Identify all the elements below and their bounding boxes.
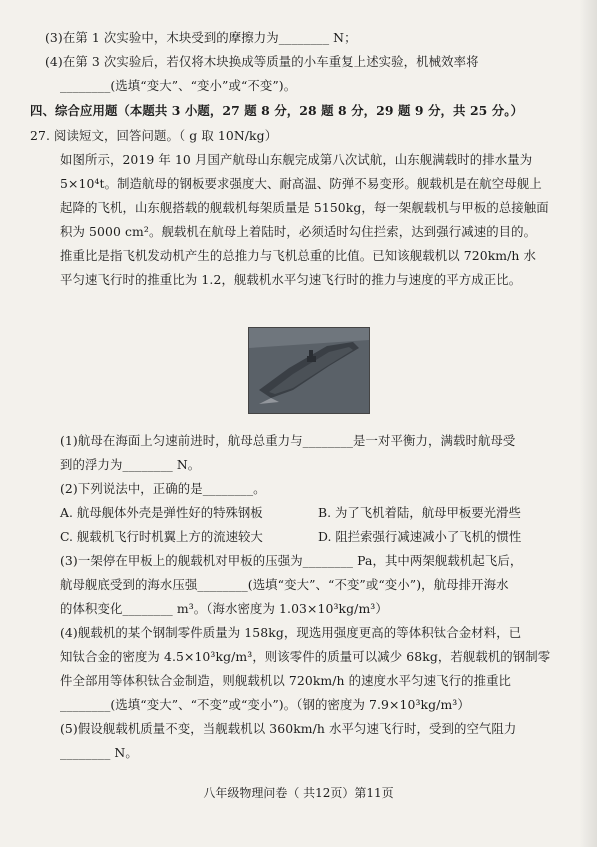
page-footer: 八年级物理问卷（ 共12页）第11页 xyxy=(203,786,394,800)
q4-ratio-line: 件全部用等体积钛合金制造，则舰载机以 720km/h 的速度水平匀速飞行的推重比 xyxy=(60,673,512,688)
section-four-heading: 四、综合应用题（本题共 3 小题，27 题 8 分，28 题 8 分，29 题 9 分，共 25 分。） xyxy=(30,103,524,118)
q3-pressure-line: (3)一架停在甲板上的舰载机对甲板的压强为________ Pa，其中两架舰载机起飞后， xyxy=(60,553,523,568)
q5-resistance-line: (5)假设舰载机质量不变，当舰载机以 360km/h 水平匀速飞行时，受到的空气阻力 xyxy=(60,721,517,736)
passage-line-5: 推重比是指飞机发动机产生的总推力与飞机总重的比值。已知该舰载机以 720km/h 水 xyxy=(60,248,537,263)
q3-friction-line: (3)在第 1 次实验中，木块受到的摩擦力为________ N； xyxy=(45,30,357,45)
passage-line-3: 起降的飞机，山东舰搭载的舰载机每架质量是 5150kg，每一架舰载机与甲板的总接触面 xyxy=(60,200,549,215)
passage-line-2: 5×10⁴t。制造航母的钢板要求强度大、耐高温、防弹不易变形。舰载机是在航空母舰上 xyxy=(60,176,542,191)
passage-line-6: 平匀速飞行时的推重比为 1.2，舰载机水平匀速飞行时的推力与速度的平方成正比。 xyxy=(60,272,522,287)
q4-choice-line: ________(选填“变大”、“不变”或“变小”)。（钢的密度为 7.9×10³kg/m³） xyxy=(60,697,470,712)
passage-line-4: 积为 5000 cm²。舰载机在航母上着陆时，必须适时勾住拦索，达到强行减速的目的。 xyxy=(60,224,537,239)
q4-efficiency-line: (4)在第 3 次实验后，若仅将木块换成等质量的小车重复上述实验，机械效率将 xyxy=(45,54,479,69)
q4-density-line: 知钛合金的密度为 4.5×10³kg/m³，则该零件的质量可以减少 68kg，若舰载机的钢制零 xyxy=(60,649,551,664)
page-edge-shadow xyxy=(579,0,597,847)
q5-blank-line: ________ N。 xyxy=(60,745,138,760)
q3-seawater-line: 航母舰底受到的海水压强________(选填“变大”、“不变”或“变小”)，航母排开海水 xyxy=(60,577,509,592)
q3-volume-line: 的体积变化________ m³。（海水密度为 1.03×10³kg/m³） xyxy=(60,601,388,616)
carrier-illustration xyxy=(249,328,369,413)
option-b: B. 为了飞机着陆，航母甲板要光滑些 xyxy=(318,505,521,520)
option-c: C. 舰载机飞行时机翼上方的流速较大 xyxy=(60,529,263,544)
q1-buoyancy-line: 到的浮力为________ N。 xyxy=(60,457,201,472)
q4-part-line: (4)舰载机的某个钢制零件质量为 158kg，现选用强度更高的等体积钛合金材料，已 xyxy=(60,625,522,640)
q2-stem-line: (2)下列说法中，正确的是________。 xyxy=(60,481,266,496)
q4-efficiency-blank-line: ________(选填“变大”、“变小”或“不变”)。 xyxy=(60,78,297,93)
option-a: A. 航母舰体外壳是弹性好的特殊钢板 xyxy=(60,505,263,520)
passage-line-1: 如图所示，2019 年 10 月国产航母山东舰完成第八次试航，山东舰满载时的排水量为 xyxy=(60,152,533,167)
aircraft-carrier-photo xyxy=(248,327,370,414)
q1-balance-line: (1)航母在海面上匀速前进时，航母总重力与________是一对平衡力，满载时航母受 xyxy=(60,433,516,448)
option-d: D. 阻拦索强行减速减小了飞机的惯性 xyxy=(318,529,522,544)
question-27-title: 27. 阅读短文，回答问题。（ g 取 10N/kg） xyxy=(30,128,278,143)
